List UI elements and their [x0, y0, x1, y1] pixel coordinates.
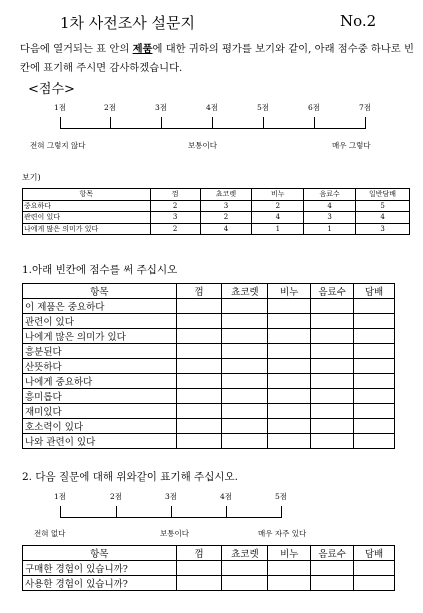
answer-cell[interactable]	[176, 329, 222, 344]
example-label: 보기)	[22, 173, 41, 182]
score-cell: 4	[252, 212, 304, 224]
column-header: 껌	[150, 189, 200, 201]
answer-cell[interactable]	[311, 576, 354, 591]
scale-point-6: 6점	[307, 103, 321, 112]
intro-keyword: 제품	[132, 43, 153, 55]
score-cell: 4	[356, 212, 410, 224]
example-header-row	[23, 189, 410, 201]
answer-cell[interactable]	[354, 389, 395, 404]
intro-text-after: 에 대한 귀하의 평가를 보기와 같이, 아래 점수중 하나로 빈칸에 표기해 주시면 감사하겠습니다.	[20, 43, 414, 74]
answer-cell[interactable]	[311, 389, 354, 404]
scale-point-1: 1점	[53, 103, 67, 112]
answer-cell[interactable]	[311, 374, 354, 389]
answer-cell[interactable]	[268, 561, 311, 576]
scale-point-3: 3점	[154, 103, 168, 112]
column-header: 껌	[176, 546, 222, 561]
answer-cell[interactable]	[354, 374, 395, 389]
table-row	[23, 374, 395, 389]
answer-cell[interactable]	[311, 329, 354, 344]
answer-cell[interactable]	[222, 329, 268, 344]
column-header: 담배	[354, 284, 395, 299]
row-label: 나에게 중요하다	[23, 374, 177, 389]
scale-high-label: 매우 자주 있다	[258, 529, 307, 538]
question-1-header-row	[23, 284, 395, 299]
answer-cell[interactable]	[176, 299, 222, 314]
scale-point-2: 2점	[103, 103, 117, 112]
score-cell: 1	[304, 223, 356, 235]
scale-tick	[263, 117, 264, 129]
answer-cell[interactable]	[311, 314, 354, 329]
question-2-header-row	[23, 546, 395, 561]
scale-high-label: 매우 그렇다	[332, 141, 371, 150]
column-header: 비누	[268, 284, 311, 299]
score-cell: 1	[252, 223, 304, 235]
answer-cell[interactable]	[222, 404, 268, 419]
scale-tick	[212, 117, 213, 129]
table-row	[23, 404, 395, 419]
score-cell: 4	[200, 223, 252, 235]
column-header: 항목	[23, 284, 177, 299]
answer-cell[interactable]	[354, 344, 395, 359]
score-cell: 4	[304, 200, 356, 212]
answer-cell[interactable]	[354, 359, 395, 374]
scale-point-4: 4점	[205, 103, 219, 112]
answer-cell[interactable]	[222, 314, 268, 329]
answer-cell[interactable]	[222, 434, 268, 449]
answer-cell[interactable]	[268, 359, 311, 374]
column-header: 음료수	[311, 546, 354, 561]
answer-cell[interactable]	[222, 576, 268, 591]
answer-cell[interactable]	[222, 561, 268, 576]
answer-cell[interactable]	[354, 329, 395, 344]
scale-low-label: 전혀 없다	[34, 529, 66, 538]
answer-cell[interactable]	[176, 389, 222, 404]
column-header: 비누	[252, 189, 304, 201]
answer-cell[interactable]	[176, 344, 222, 359]
score-cell: 3	[200, 200, 252, 212]
answer-cell[interactable]	[354, 299, 395, 314]
answer-cell[interactable]	[311, 404, 354, 419]
row-label: 산뜻하다	[23, 359, 177, 374]
question-2-table	[22, 545, 395, 591]
table-row	[23, 389, 395, 404]
row-label: 구매한 경험이 있습니까?	[23, 561, 177, 576]
table-row	[23, 576, 395, 591]
answer-cell[interactable]	[311, 434, 354, 449]
row-label: 관련이 있다	[23, 314, 177, 329]
score-cell: 2	[150, 200, 200, 212]
row-label: 흥분된다	[23, 344, 177, 359]
scale-point-5: 5점	[274, 492, 288, 501]
scale-tick	[60, 117, 61, 129]
column-header: 쵸코렛	[200, 189, 252, 201]
scale-mid-label: 보통이다	[188, 141, 217, 150]
row-label: 나와 관련이 있다	[23, 434, 177, 449]
scale-tick	[314, 117, 315, 129]
scale-point-1: 1점	[53, 492, 67, 501]
answer-cell[interactable]	[268, 404, 311, 419]
row-label: 재미있다	[23, 404, 177, 419]
row-label: 사용한 경험이 있습니까?	[23, 576, 177, 591]
row-label: 중요하다	[23, 200, 151, 212]
answer-cell[interactable]	[311, 419, 354, 434]
survey-title: 1차 사전조사 설문지	[60, 14, 196, 32]
column-header: 음료수	[304, 189, 356, 201]
column-header: 일반담배	[356, 189, 410, 201]
answer-cell[interactable]	[311, 359, 354, 374]
answer-cell[interactable]	[354, 419, 395, 434]
score-cell: 3	[150, 212, 200, 224]
scale-tick	[110, 117, 111, 129]
scale-tick	[226, 506, 227, 518]
answer-cell[interactable]	[354, 404, 395, 419]
answer-cell[interactable]	[268, 434, 311, 449]
answer-cell[interactable]	[176, 404, 222, 419]
scale-tick	[60, 506, 61, 518]
answer-cell[interactable]	[354, 561, 395, 576]
table-row	[23, 223, 410, 235]
answer-cell[interactable]	[354, 314, 395, 329]
column-header: 비누	[268, 546, 311, 561]
scale-tick	[116, 506, 117, 518]
answer-cell[interactable]	[268, 419, 311, 434]
table-row	[23, 314, 395, 329]
answer-cell[interactable]	[268, 299, 311, 314]
answer-cell[interactable]	[222, 374, 268, 389]
column-header: 껌	[176, 284, 222, 299]
scale-low-label: 전혀 그렇지 않다	[30, 141, 86, 150]
row-label: 나에게 많은 의미가 있다	[23, 223, 151, 235]
answer-cell[interactable]	[176, 561, 222, 576]
answer-cell[interactable]	[222, 299, 268, 314]
question-1-text: 1.아래 빈칸에 점수를 써 주십시오	[22, 264, 178, 276]
answer-cell[interactable]	[268, 344, 311, 359]
answer-cell[interactable]	[222, 389, 268, 404]
table-row	[23, 561, 395, 576]
answer-cell[interactable]	[311, 299, 354, 314]
answer-cell[interactable]	[176, 359, 222, 374]
answer-cell[interactable]	[311, 561, 354, 576]
column-header: 항목	[23, 546, 177, 561]
answer-cell[interactable]	[176, 314, 222, 329]
answer-cell[interactable]	[176, 374, 222, 389]
table-row	[23, 329, 395, 344]
table-row	[23, 200, 410, 212]
column-header: 담배	[354, 546, 395, 561]
column-header: 쵸코렛	[222, 546, 268, 561]
row-label: 관련이 있다	[23, 212, 151, 224]
answer-cell[interactable]	[311, 344, 354, 359]
column-header: 항목	[23, 189, 151, 201]
scale-point-2: 2점	[109, 492, 123, 501]
scale-point-3: 3점	[164, 492, 178, 501]
table-row	[23, 299, 395, 314]
row-label: 이 제품은 중요하다	[23, 299, 177, 314]
intro-text-before: 다음에 열거되는 표 안의	[20, 43, 133, 55]
score-cell: 3	[356, 223, 410, 235]
score-cell: 5	[356, 200, 410, 212]
answer-cell[interactable]	[222, 344, 268, 359]
answer-cell[interactable]	[354, 434, 395, 449]
table-row	[23, 212, 410, 224]
scale-tick	[171, 506, 172, 518]
answer-cell[interactable]	[354, 576, 395, 591]
table-row	[23, 359, 395, 374]
example-table	[22, 188, 410, 235]
scale-mid-label: 보통이다	[160, 529, 189, 538]
scale-point-7: 7점	[358, 103, 372, 112]
intro-text	[20, 40, 415, 78]
score-section-title: <점수>	[28, 82, 75, 97]
answer-cell[interactable]	[222, 419, 268, 434]
answer-cell[interactable]	[268, 314, 311, 329]
answer-cell[interactable]	[268, 329, 311, 344]
scale-tick	[281, 506, 282, 518]
document-number: No.2	[340, 12, 377, 30]
score-cell: 2	[252, 200, 304, 212]
table-row	[23, 344, 395, 359]
scale-tick	[161, 117, 162, 129]
answer-cell[interactable]	[176, 419, 222, 434]
table-row	[23, 419, 395, 434]
answer-cell[interactable]	[268, 374, 311, 389]
answer-cell[interactable]	[222, 359, 268, 374]
column-header: 음료수	[311, 284, 354, 299]
row-label: 나에게 많은 의미가 있다	[23, 329, 177, 344]
scale-tick	[365, 117, 366, 129]
answer-cell[interactable]	[176, 434, 222, 449]
answer-cell[interactable]	[268, 389, 311, 404]
answer-cell[interactable]	[268, 576, 311, 591]
column-header: 쵸코렛	[222, 284, 268, 299]
scale-point-4: 4점	[219, 492, 233, 501]
question-1-table	[22, 283, 395, 449]
row-label: 흥미롭다	[23, 389, 177, 404]
score-cell: 2	[150, 223, 200, 235]
row-label: 호소력이 있다	[23, 419, 177, 434]
table-row	[23, 434, 395, 449]
answer-cell[interactable]	[176, 576, 222, 591]
scale-point-5: 5점	[256, 103, 270, 112]
score-cell: 2	[200, 212, 252, 224]
score-cell: 3	[304, 212, 356, 224]
question-2-text: 2. 다음 질문에 대해 위와같이 표기해 주십시오.	[22, 471, 238, 483]
